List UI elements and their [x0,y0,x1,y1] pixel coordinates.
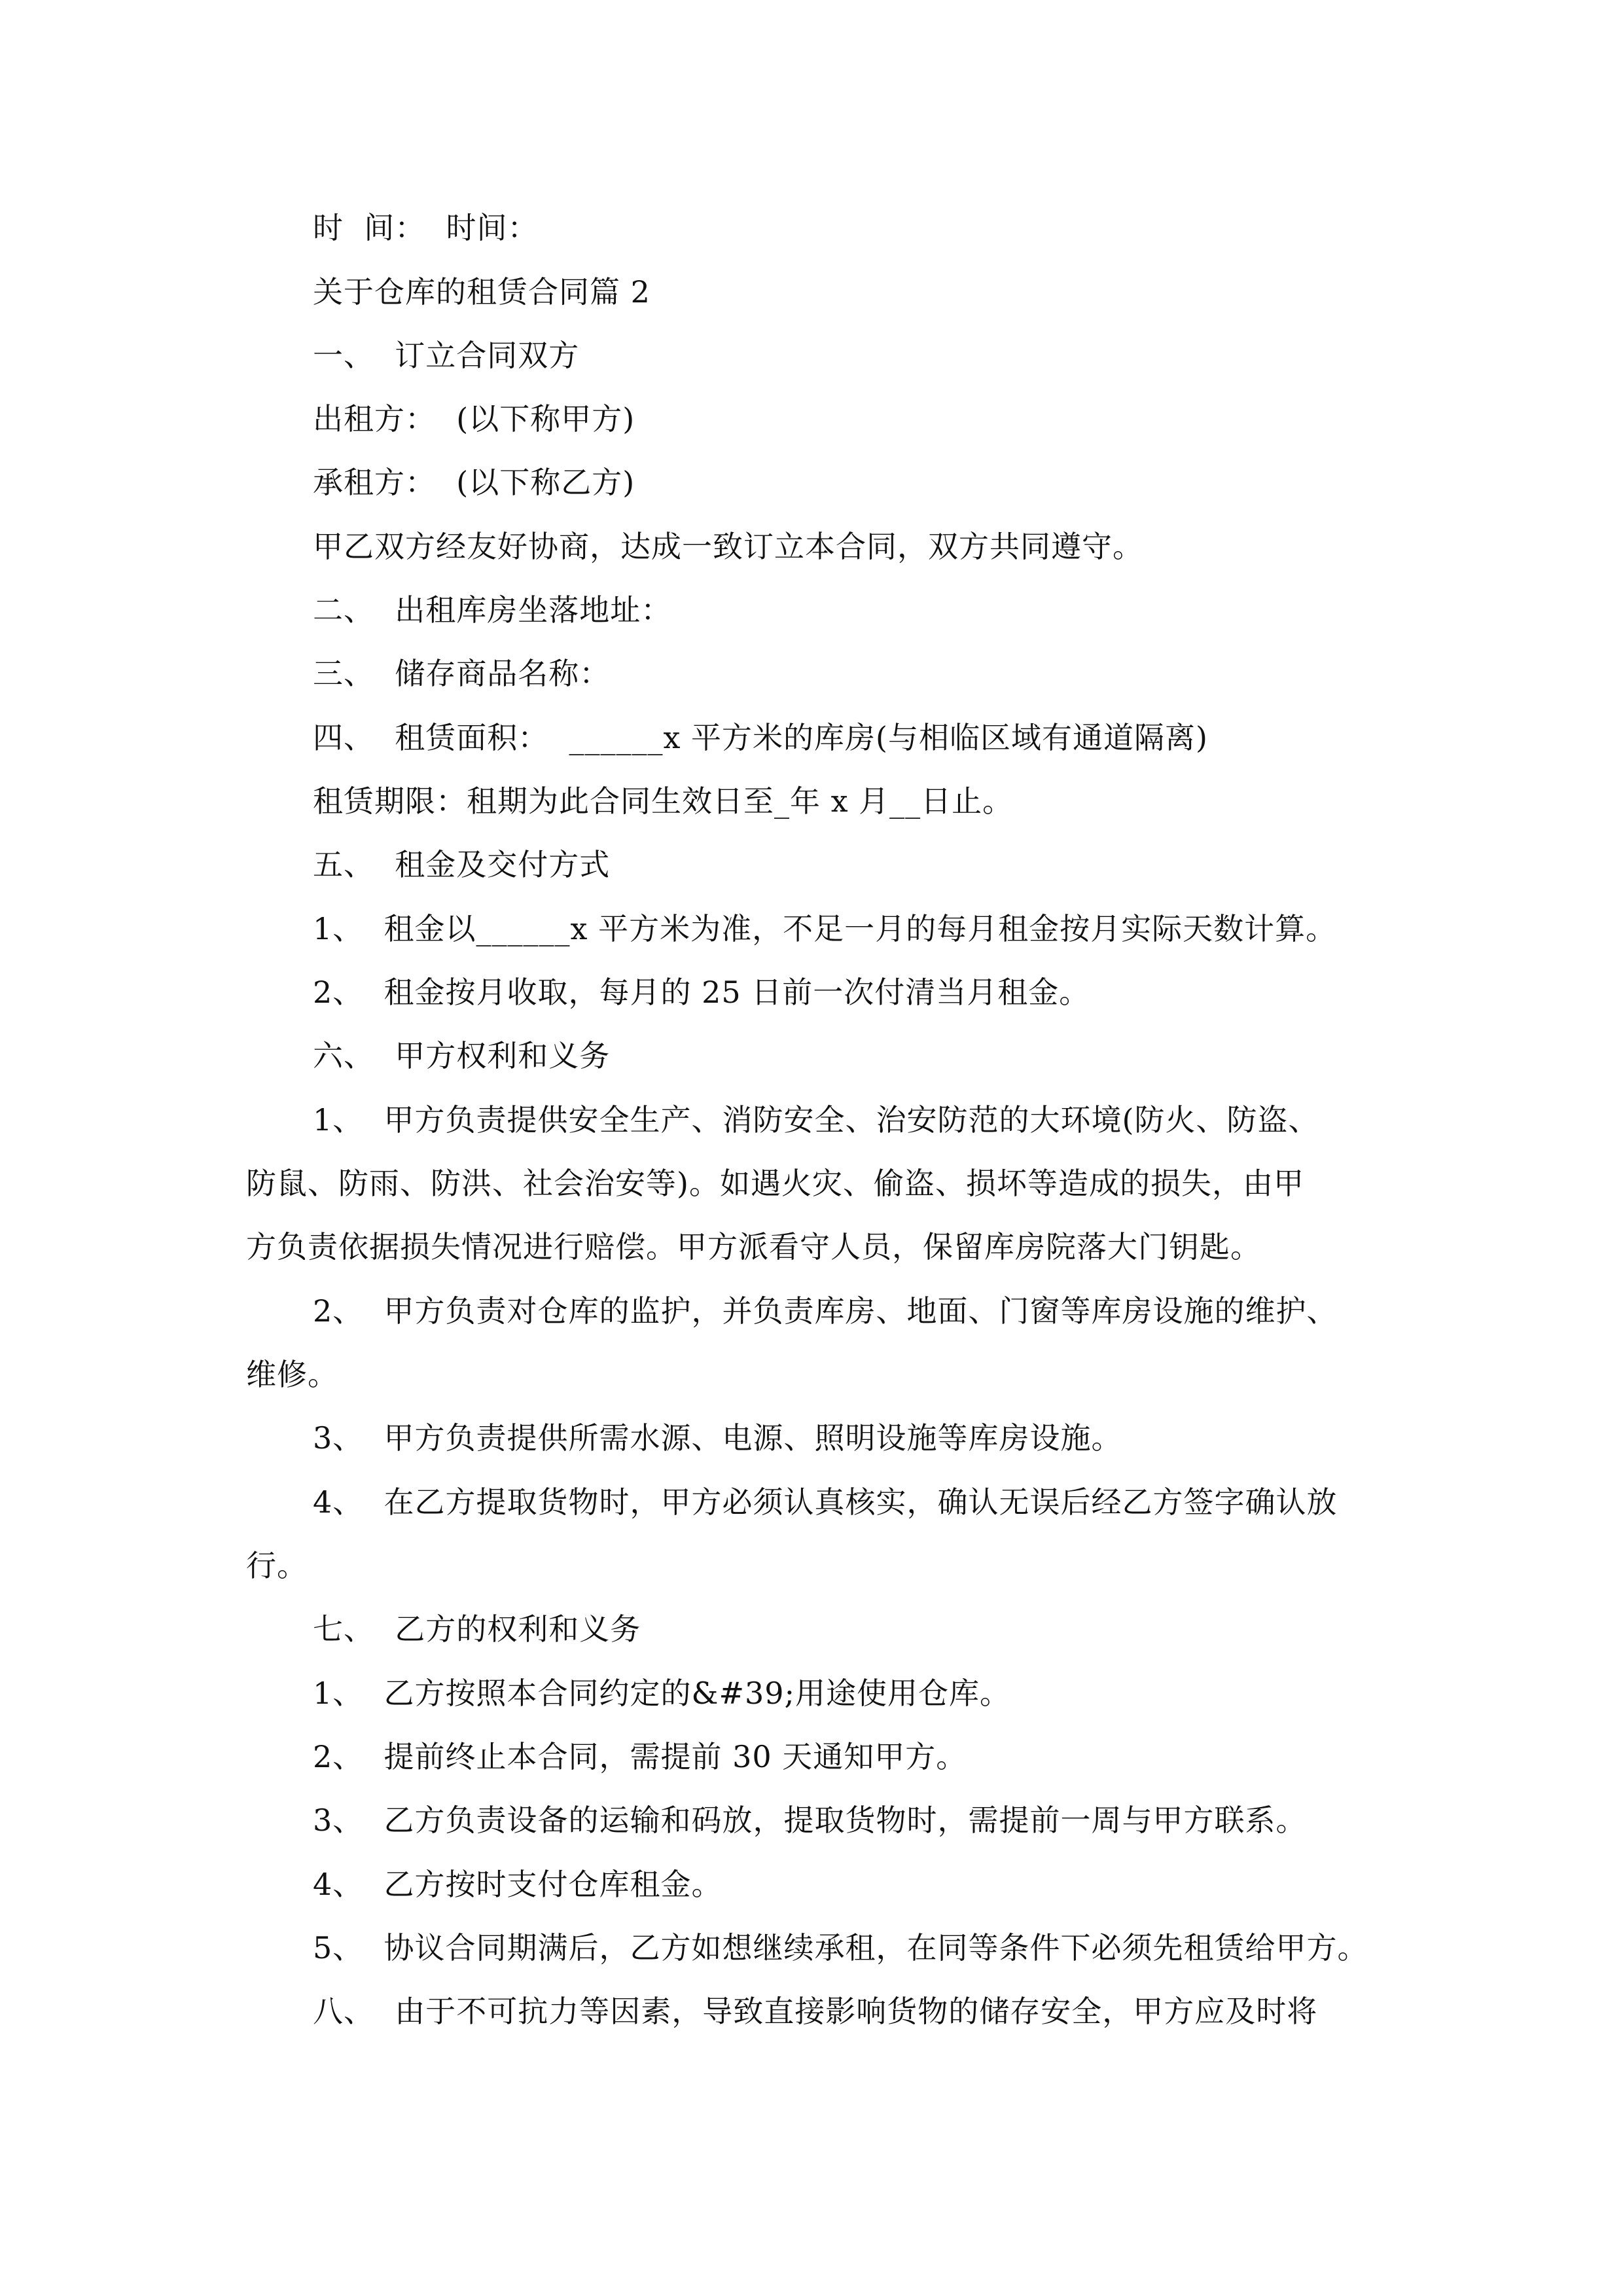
clause-heading: 一、 订立合同双方 [313,338,580,373]
list-item-continuation: 行。 [246,1548,308,1583]
list-item: 1、 乙方按照本合同约定的&#39;用途使用仓库。 [313,1676,1011,1711]
list-item: 5、 协议合同期满后，乙方如想继续承租，在同等条件下必须先租赁给甲方。 [313,1930,1368,1965]
paragraph: 租赁期限：租期为此合同生效日至_年 x 月__日止。 [313,783,1014,819]
paragraph: 甲乙双方经友好协商，达成一致订立本合同，双方共同遵守。 [313,529,1143,564]
party-lessor: 出租方： (以下称甲方) [313,401,635,437]
clause-heading: 七、 乙方的权利和义务 [313,1611,641,1647]
clause-heading: 六、 甲方权利和义务 [313,1038,611,1073]
signature-time-line: 时 间： 时间： [313,210,539,245]
clause-heading: 三、 储存商品名称： [313,656,611,691]
list-item: 2、 租金按月收取，每月的 25 日前一次付清当月租金。 [313,975,1090,1010]
clause-heading: 四、 租赁面积： ______x 平方米的库房(与相临区域有通道隔离) [313,720,1208,755]
clause-heading: 二、 出租库房坐落地址： [313,592,672,628]
clause-heading: 五、 租金及交付方式 [313,847,611,882]
list-item-continuation: 方负责依据损失情况进行赔偿。甲方派看守人员，保留库房院落大门钥匙。 [246,1229,1261,1265]
party-lessee: 承租方： (以下称乙方) [313,465,635,500]
list-item: 3、 甲方负责提供所需水源、电源、照明设施等库房设施。 [313,1420,1122,1456]
list-item: 1、 甲方负责提供安全生产、消防安全、治安防范的大环境(防火、防盗、 [313,1102,1319,1138]
clause-heading: 八、 由于不可抗力等因素，导致直接影响货物的储存安全，甲方应及时将 [313,1994,1318,2029]
list-item: 2、 甲方负责对仓库的监护，并负责库房、地面、门窗等库房设施的维护、 [313,1293,1338,1329]
list-item: 4、 乙方按时支付仓库租金。 [313,1867,722,1902]
section-title: 关于仓库的租赁合同篇 2 [313,274,651,310]
list-item: 4、 在乙方提取货物时，甲方必须认真核实，确认无误后经乙方签字确认放 [313,1484,1338,1520]
list-item: 2、 提前终止本合同，需提前 30 天通知甲方。 [313,1739,967,1774]
list-item-continuation: 防鼠、防雨、防洪、社会治安等)。如遇火灾、偷盗、损坏等造成的损失，由甲 [246,1166,1304,1201]
list-item: 3、 乙方负责设备的运输和码放，提取货物时，需提前一周与甲方联系。 [313,1803,1307,1838]
list-item-continuation: 维修。 [246,1357,338,1392]
list-item: 1、 租金以______x 平方米为准，不足一月的每月租金按月实际天数计算。 [313,911,1337,946]
